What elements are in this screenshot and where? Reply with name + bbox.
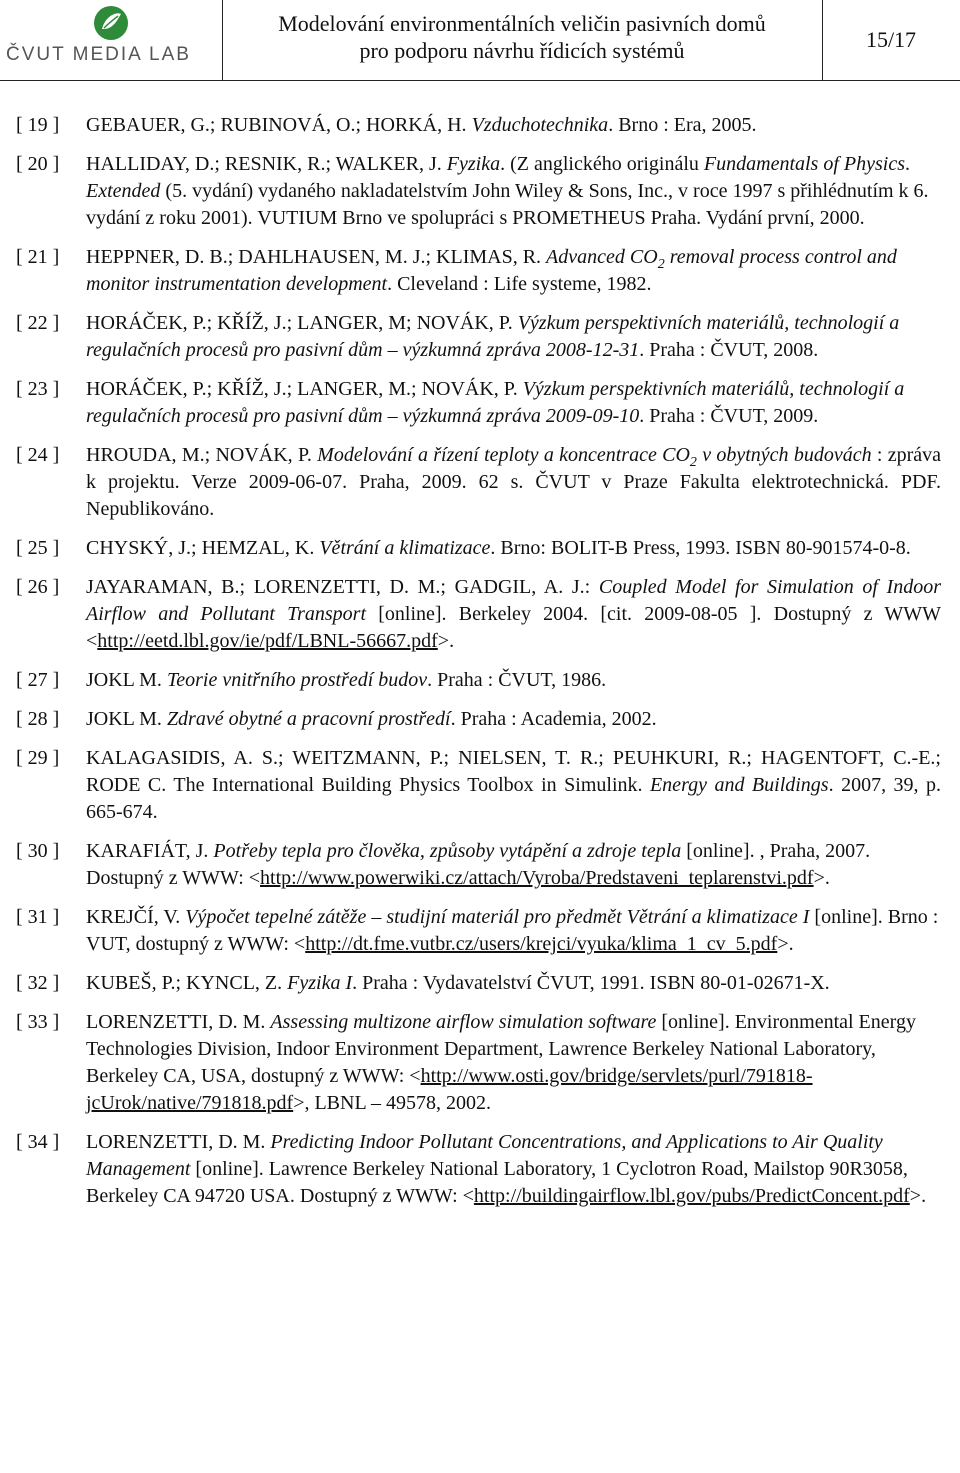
title-line-1: Modelování environmentálních veličin pasivních domů — [278, 11, 766, 36]
reference-number: [ 30 ] — [16, 840, 60, 862]
reference-number: [ 28 ] — [16, 708, 60, 730]
italic-text: Predicting Indoor Pollutant Concentrations, and Applications to Air Quality Management — [86, 1131, 883, 1180]
document-title — [222, 0, 823, 80]
reference-link[interactable]: http://www.osti.gov/bridge/servlets/purl/791818-jcUrok/native/791818.pdf — [86, 1065, 813, 1114]
reference-text — [86, 706, 941, 733]
text-run: HALLIDAY, D.; RESNIK, R.; WALKER, J. — [86, 153, 447, 175]
text-run: . Brno: BOLIT-B Press, 1993. ISBN 80-901574-0-8. — [490, 537, 911, 559]
reference-number: [ 34 ] — [16, 1131, 60, 1153]
reference-item — [0, 706, 960, 733]
reference-number: [ 33 ] — [16, 1011, 60, 1033]
reference-item — [0, 112, 960, 139]
text-run: JOKL M. — [86, 708, 167, 730]
italic-text: Fundamentals of Physics — [703, 153, 905, 175]
reference-text — [86, 904, 941, 958]
text-run: >. — [813, 867, 830, 889]
italic-text: Vzduchotechnika — [471, 114, 609, 136]
page-number: 15/17 — [865, 27, 917, 52]
text-run: . — [905, 153, 910, 175]
text-run: GEBAUER, G.; RUBINOVÁ, O.; HORKÁ, H. — [86, 114, 472, 136]
reference-text — [86, 376, 941, 430]
italic-text: Výzkum perspektivních materiálů, technologií a regulačních procesů pro pasivní dům – výzkumná zpráva 2009-09-10 — [86, 378, 905, 427]
reference-item — [0, 151, 960, 232]
reference-item — [0, 838, 960, 892]
text-run: . Praha : Academia, 2002. — [450, 708, 657, 730]
logo — [0, 0, 223, 80]
text-run: [online]. Environmental Energy Technologies Division, Indoor Environment Department, Lawrence Berkeley National Laboratory, Berkeley CA, USA, dostupný z WWW: < — [86, 1011, 916, 1087]
reference-item — [0, 667, 960, 694]
text-run: >. — [777, 933, 794, 955]
text-run: . Praha : ČVUT, 1986. — [427, 669, 607, 691]
reference-text — [86, 574, 941, 655]
text-run: LORENZETTI, D. M. — [86, 1011, 271, 1033]
reference-text — [86, 112, 941, 139]
reference-number: [ 25 ] — [16, 537, 60, 559]
reference-text — [86, 745, 941, 826]
reference-item — [0, 574, 960, 655]
italic-text: Coupled Model for Simulation of Indoor Airflow and Pollutant Transport — [86, 576, 941, 625]
text-run: . Praha : ČVUT, 2008. — [639, 339, 819, 361]
text-run: KUBEŠ, P.; KYNCL, Z. — [86, 972, 288, 994]
italic-text: Potřeby tepla pro člověka, způsoby vytápění a zdroje tepla — [213, 840, 682, 862]
text-run: >, LBNL – 49578, 2002. — [293, 1092, 491, 1114]
reference-text — [86, 1129, 941, 1210]
leaf-logo-icon — [92, 4, 130, 42]
text-run: JOKL M. — [86, 669, 167, 691]
italic-text: Výpočet tepelné zátěže – studijní materiál pro předmět Větrání a klimatizace I — [185, 906, 810, 928]
italic-text: v obytných budovách — [696, 444, 872, 466]
reference-item — [0, 442, 960, 523]
italic-text: Fyzika I — [287, 972, 353, 994]
reference-item — [0, 970, 960, 997]
text-run: CHYSKÝ, J.; HEMZAL, K. — [86, 537, 320, 559]
italic-text: Teorie vnitřního prostředí budov — [166, 669, 428, 691]
italic-text: Energy and Buildings — [649, 774, 829, 796]
text-run: . 2007, 39, p. 665-674. — [86, 774, 941, 823]
subscript: 2 — [689, 455, 697, 470]
text-run: LORENZETTI, D. M. — [86, 1131, 271, 1153]
text-run: HORÁČEK, P.; KŘÍŽ, J.; LANGER, M.; NOVÁK, P. — [86, 378, 523, 400]
reference-item — [0, 1129, 960, 1210]
text-run: . Brno : Era, 2005. — [608, 114, 757, 136]
page-header — [0, 0, 960, 81]
italic-text: Extended — [86, 180, 161, 202]
text-run: KREJČÍ, V. — [86, 906, 186, 928]
subscript: 2 — [657, 257, 665, 272]
italic-text: Assessing multizone airflow simulation software — [270, 1011, 657, 1033]
reference-number: [ 22 ] — [16, 312, 60, 334]
reference-number: [ 21 ] — [16, 246, 60, 268]
italic-text: Advanced CO — [546, 246, 658, 268]
title-line-2: pro podporu návrhu řídicích systémů — [359, 38, 685, 63]
reference-number: [ 19 ] — [16, 114, 60, 136]
reference-text — [86, 535, 941, 562]
italic-text: Větrání a klimatizace — [319, 537, 491, 559]
reference-number: [ 27 ] — [16, 669, 60, 691]
reference-item — [0, 904, 960, 958]
text-run: . Praha : Vydavatelství ČVUT, 1991. ISBN 80-01-02671-X. — [352, 972, 830, 994]
text-run: KALAGASIDIS, A. S.; WEITZMANN, P.; NIELSEN, T. R.; PEUHKURI, R.; HAGENTOFT, C.-E.; RODE C. The International Building Physics Toolbox in Simulink. — [86, 747, 941, 796]
text-run: : zpráva k projektu. Verze 2009-06-07. Praha, 2009. 62 s. ČVUT v Praze Fakulta elektrotechnická. PDF. Nepublikováno. — [86, 444, 941, 520]
reference-link[interactable]: http://buildingairflow.lbl.gov/pubs/PredictConcent.pdf — [473, 1185, 910, 1207]
text-run: JAYARAMAN, B.; LORENZETTI, D. M.; GADGIL, A. J.: — [86, 576, 599, 598]
reference-number: [ 24 ] — [16, 444, 60, 466]
text-run: . Cleveland : Life systeme, 1982. — [387, 273, 652, 295]
text-run: >. — [437, 630, 455, 652]
italic-text: Fyzika — [446, 153, 501, 175]
italic-text: removal process control and monitor instrumentation development — [86, 246, 897, 295]
reference-link[interactable]: http://eetd.lbl.gov/ie/pdf/LBNL-56667.pdf — [97, 630, 438, 652]
reference-number: [ 20 ] — [16, 153, 60, 175]
reference-item — [0, 535, 960, 562]
reference-list — [0, 112, 960, 1222]
reference-link[interactable]: http://dt.fme.vutbr.cz/users/krejci/vyuka/klima_1_cv_5.pdf — [305, 933, 778, 955]
reference-text — [86, 310, 941, 364]
text-run: HORÁČEK, P.; KŘÍŽ, J.; LANGER, M; NOVÁK, P. — [86, 312, 518, 334]
reference-text — [86, 667, 941, 694]
text-run: [online]. Berkeley 2004. [cit. 2009-08-05 ]. Dostupný z WWW < — [86, 603, 941, 652]
reference-link[interactable]: http://www.powerwiki.cz/attach/Vyroba/Predstaveni_teplarenstvi.pdf — [260, 867, 814, 889]
reference-item — [0, 376, 960, 430]
text-run: . Praha : ČVUT, 2009. — [639, 405, 819, 427]
text-run: HEPPNER, D. B.; DAHLHAUSEN, M. J.; KLIMAS, R. — [86, 246, 547, 268]
reference-number: [ 23 ] — [16, 378, 60, 400]
logo-text: ČVUT MEDIA LAB — [6, 44, 191, 65]
text-run: (5. vydání) vydaného nakladatelstvím John Wiley & Sons, Inc., v roce 1997 s přihlédnutím k 6. vydání z roku 2001). VUTIUM Brno ve spolupráci s PROMETHEUS Praha. Vydání první, 2000. — [86, 180, 929, 229]
text-run: >. — [909, 1185, 927, 1207]
reference-text — [86, 151, 941, 232]
text-run: [online]. , Praha, 2007. Dostupný z WWW: < — [86, 840, 871, 889]
reference-text — [86, 1009, 941, 1117]
text-run: [online]. Brno : VUT, dostupný z WWW: < — [86, 906, 939, 955]
reference-number: [ 29 ] — [16, 747, 60, 769]
reference-number: [ 31 ] — [16, 906, 60, 928]
italic-text: Modelování a řízení teploty a koncentrace CO — [317, 444, 690, 466]
reference-text — [86, 244, 941, 298]
reference-number: [ 32 ] — [16, 972, 60, 994]
italic-text: Výzkum perspektivních materiálů, technologií a regulačních procesů pro pasivní dům – výzkumná zpráva 2008-12-31 — [86, 312, 900, 361]
reference-item — [0, 745, 960, 826]
text-run: [online]. Lawrence Berkeley National Laboratory, 1 Cyclotron Road, Mailstop 90R3058, Berkeley CA 94720 USA. Dostupný z WWW: < — [86, 1158, 908, 1207]
text-run: KARAFIÁT, J. — [86, 840, 214, 862]
reference-item — [0, 310, 960, 364]
reference-text — [86, 442, 941, 523]
reference-text — [86, 970, 941, 997]
reference-text — [86, 838, 941, 892]
reference-item — [0, 1009, 960, 1117]
italic-text: Zdravé obytné a pracovní prostředí — [166, 708, 451, 730]
text-run: HROUDA, M.; NOVÁK, P. — [86, 444, 318, 466]
reference-number: [ 26 ] — [16, 576, 60, 598]
text-run: . (Z anglického originálu — [500, 153, 704, 175]
reference-item — [0, 244, 960, 298]
